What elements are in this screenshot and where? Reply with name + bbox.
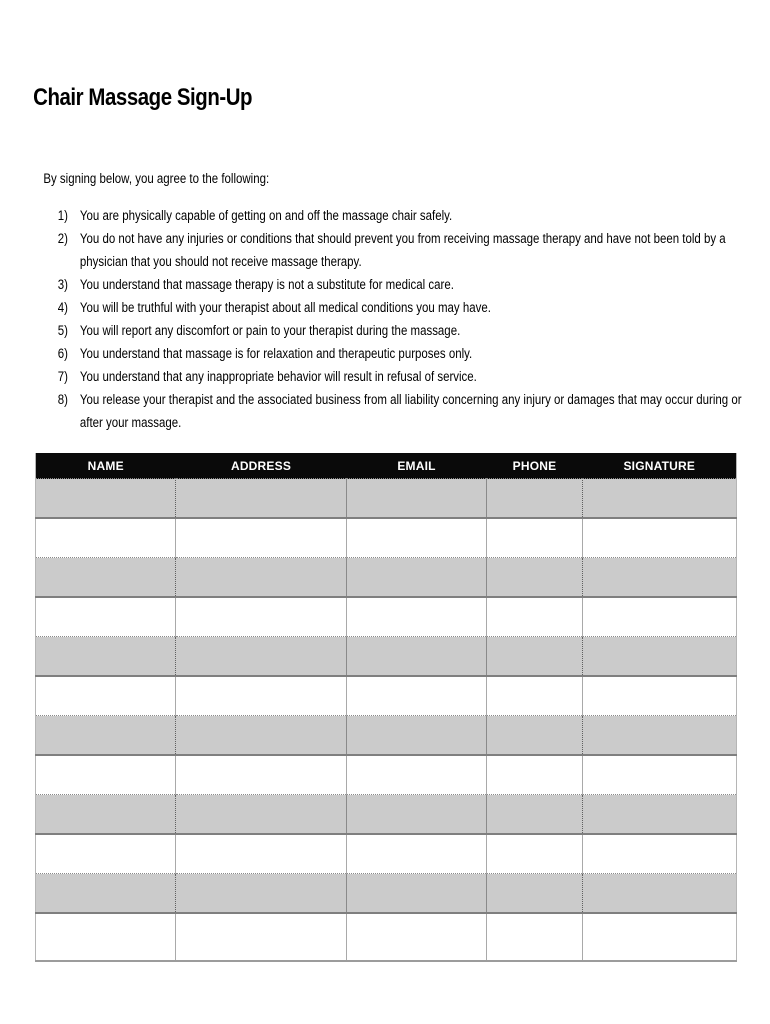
signup-cell-1-address[interactable]	[176, 479, 347, 519]
term-text: You will report any discomfort or pain to your therapist during the massage.	[79, 323, 461, 338]
term-item-1	[57, 204, 743, 227]
signup-cell-3-address[interactable]	[176, 558, 347, 598]
term-item-4	[57, 296, 743, 319]
signup-cell-10-address[interactable]	[176, 834, 347, 874]
signup-cell-2-signature[interactable]	[583, 518, 737, 558]
signup-cell-3-email[interactable]	[347, 558, 487, 598]
signup-cell-8-phone[interactable]	[487, 755, 583, 795]
signup-cell-5-signature[interactable]	[583, 637, 737, 677]
term-number: 7)	[57, 369, 69, 384]
signup-cell-7-email[interactable]	[347, 716, 487, 756]
term-number: 8)	[57, 392, 69, 407]
term-number: 1)	[57, 208, 69, 223]
signup-cell-5-address[interactable]	[176, 637, 347, 677]
signup-row-9	[36, 795, 737, 835]
signup-cell-11-name[interactable]	[36, 874, 176, 914]
table-header-row	[36, 453, 737, 479]
signup-cell-4-name[interactable]	[36, 597, 176, 637]
signup-row-4	[36, 597, 737, 637]
signup-cell-5-email[interactable]	[347, 637, 487, 677]
column-header-email: EMAIL	[347, 453, 487, 479]
signup-row-6	[36, 676, 737, 716]
signup-cell-10-email[interactable]	[347, 834, 487, 874]
signup-row-12	[36, 913, 737, 961]
intro-text: By signing below, you agree to the following:	[43, 171, 270, 186]
signup-cell-8-address[interactable]	[176, 755, 347, 795]
signup-row-8	[36, 755, 737, 795]
signup-cell-9-email[interactable]	[347, 795, 487, 835]
column-header-phone: PHONE	[487, 453, 583, 479]
term-text: You understand that any inappropriate behavior will result in refusal of service.	[79, 369, 477, 384]
signup-cell-11-address[interactable]	[176, 874, 347, 914]
signup-row-11	[36, 874, 737, 914]
signup-cell-11-email[interactable]	[347, 874, 487, 914]
table-body	[36, 479, 737, 962]
signup-row-1	[36, 479, 737, 519]
signup-cell-10-signature[interactable]	[583, 834, 737, 874]
term-item-7	[57, 365, 743, 388]
term-number: 2)	[57, 231, 69, 246]
signup-cell-2-phone[interactable]	[487, 518, 583, 558]
term-text: You will be truthful with your therapist about all medical conditions you may have.	[79, 300, 491, 315]
signup-cell-1-phone[interactable]	[487, 479, 583, 519]
term-item-2	[57, 227, 743, 273]
term-item-6	[57, 342, 743, 365]
signup-row-7	[36, 716, 737, 756]
signup-row-5	[36, 637, 737, 677]
signup-cell-7-name[interactable]	[36, 716, 176, 756]
term-item-3	[57, 273, 743, 296]
term-number: 6)	[57, 346, 69, 361]
column-header-signature: SIGNATURE	[583, 453, 737, 479]
signup-cell-10-name[interactable]	[36, 834, 176, 874]
term-item-8	[57, 388, 743, 434]
signup-cell-2-email[interactable]	[347, 518, 487, 558]
signup-cell-2-name[interactable]	[36, 518, 176, 558]
signup-cell-8-signature[interactable]	[583, 755, 737, 795]
signup-cell-1-email[interactable]	[347, 479, 487, 519]
term-number: 5)	[57, 323, 69, 338]
signup-table	[35, 453, 737, 962]
terms-list	[0, 204, 743, 434]
signup-cell-6-email[interactable]	[347, 676, 487, 716]
signup-row-3	[36, 558, 737, 598]
signup-cell-12-name[interactable]	[36, 913, 176, 961]
signup-cell-2-address[interactable]	[176, 518, 347, 558]
signup-cell-1-name[interactable]	[36, 479, 176, 519]
signup-cell-5-name[interactable]	[36, 637, 176, 677]
term-item-5	[57, 319, 743, 342]
signup-cell-7-address[interactable]	[176, 716, 347, 756]
signup-cell-8-name[interactable]	[36, 755, 176, 795]
term-text: You are physically capable of getting on and off the massage chair safely.	[79, 208, 453, 223]
signup-cell-8-email[interactable]	[347, 755, 487, 795]
signup-row-2	[36, 518, 737, 558]
signup-cell-11-signature[interactable]	[583, 874, 737, 914]
signup-cell-9-signature[interactable]	[583, 795, 737, 835]
signup-cell-3-signature[interactable]	[583, 558, 737, 598]
signup-cell-9-address[interactable]	[176, 795, 347, 835]
signup-cell-10-phone[interactable]	[487, 834, 583, 874]
signup-cell-6-signature[interactable]	[583, 676, 737, 716]
signup-cell-6-phone[interactable]	[487, 676, 583, 716]
signup-cell-4-email[interactable]	[347, 597, 487, 637]
signup-cell-1-signature[interactable]	[583, 479, 737, 519]
signup-cell-7-signature[interactable]	[583, 716, 737, 756]
term-text: You understand that massage is for relaxation and therapeutic purposes only.	[79, 346, 473, 361]
signup-cell-6-name[interactable]	[36, 676, 176, 716]
signup-cell-3-name[interactable]	[36, 558, 176, 598]
signup-cell-4-phone[interactable]	[487, 597, 583, 637]
signup-cell-12-email[interactable]	[347, 913, 487, 961]
signup-cell-5-phone[interactable]	[487, 637, 583, 677]
signup-cell-3-phone[interactable]	[487, 558, 583, 598]
term-number: 3)	[57, 277, 69, 292]
column-header-address: ADDRESS	[176, 453, 347, 479]
page-title: Chair Massage Sign-Up	[33, 84, 253, 111]
signup-cell-12-address[interactable]	[176, 913, 347, 961]
signup-cell-4-signature[interactable]	[583, 597, 737, 637]
term-text: You release your therapist and the associated business from all liability concerning any injury or damages that may occur during or after your massage.	[79, 392, 742, 430]
signup-cell-9-phone[interactable]	[487, 795, 583, 835]
signup-cell-4-address[interactable]	[176, 597, 347, 637]
term-number: 4)	[57, 300, 69, 315]
signup-row-10	[36, 834, 737, 874]
column-header-name: NAME	[36, 453, 176, 479]
signup-cell-12-phone[interactable]	[487, 913, 583, 961]
signup-cell-7-phone[interactable]	[487, 716, 583, 756]
signup-cell-11-phone[interactable]	[487, 874, 583, 914]
table-header	[36, 453, 737, 479]
signup-cell-12-signature[interactable]	[583, 913, 737, 961]
term-text: You understand that massage therapy is not a substitute for medical care.	[79, 277, 454, 292]
signup-cell-6-address[interactable]	[176, 676, 347, 716]
term-text: You do not have any injuries or conditions that should prevent you from receiving massage therapy and have not been told by a physician that you should not receive massage therapy.	[79, 231, 726, 269]
signup-cell-9-name[interactable]	[36, 795, 176, 835]
